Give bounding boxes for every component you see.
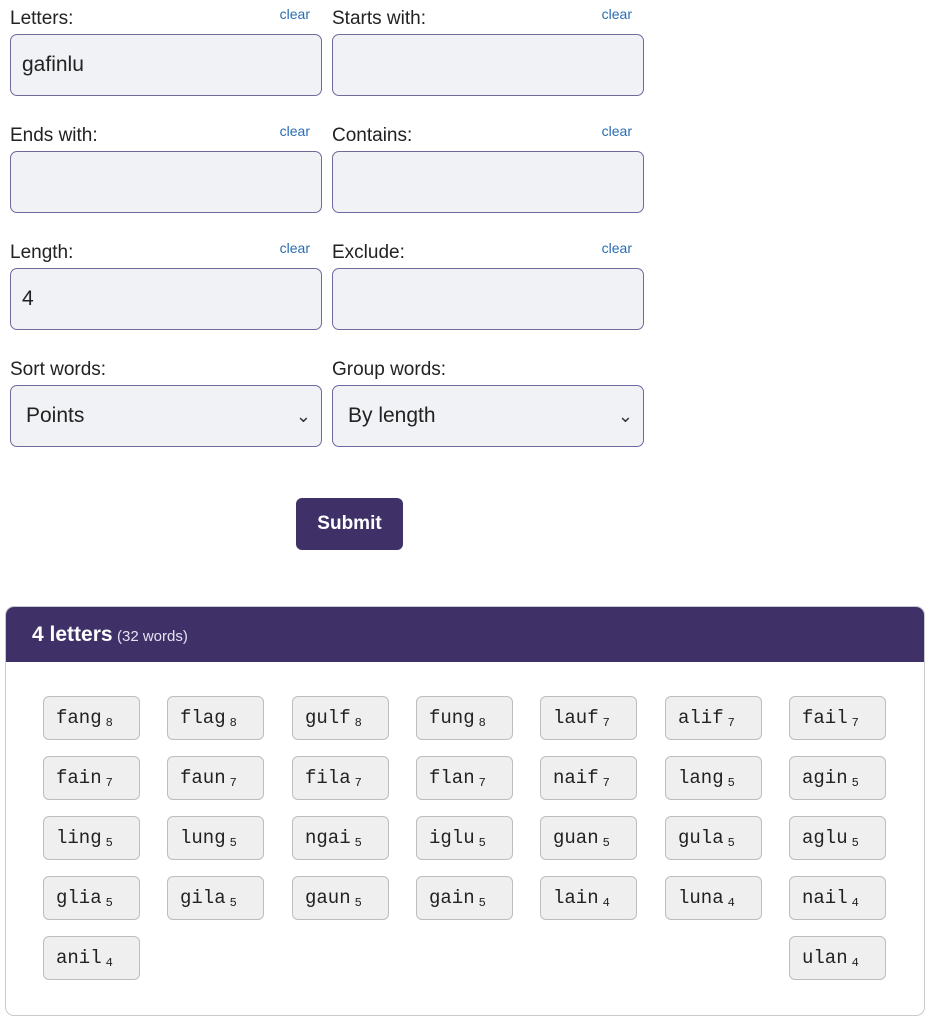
sort-label: Sort words: [10, 359, 107, 380]
ends-with-label: Ends with: [10, 125, 98, 146]
word-chip[interactable] [292, 756, 389, 800]
word-chip[interactable] [665, 696, 762, 740]
word-text: lung [180, 827, 226, 849]
ends-with-clear-link[interactable]: clear [279, 123, 310, 139]
letters-clear-link[interactable]: clear [279, 6, 310, 22]
group-selected-value: By length [348, 404, 436, 427]
results-count: (32 words) [117, 628, 188, 645]
word-chip[interactable] [167, 816, 264, 860]
chevron-down-icon: ⌄ [295, 406, 311, 426]
starts-with-input[interactable] [332, 34, 644, 96]
word-chip[interactable] [540, 696, 637, 740]
word-points: 7 [602, 716, 610, 730]
word-text: luna [678, 887, 724, 909]
word-points: 5 [105, 896, 113, 910]
word-points: 4 [851, 896, 859, 910]
word-text: fung [429, 707, 475, 729]
word-points: 8 [354, 716, 362, 730]
length-label: Length: [10, 242, 74, 263]
word-chip[interactable] [167, 756, 264, 800]
word-chip[interactable] [43, 756, 140, 800]
word-points: 5 [727, 776, 735, 790]
word-text: fail [802, 707, 848, 729]
word-points: 8 [105, 716, 113, 730]
word-text: gain [429, 887, 475, 909]
word-points: 5 [478, 836, 486, 850]
word-chip[interactable] [167, 876, 264, 920]
exclude-input[interactable] [332, 268, 644, 330]
word-chip[interactable] [292, 816, 389, 860]
word-chip[interactable] [43, 876, 140, 920]
word-text: anil [56, 947, 102, 969]
word-chip[interactable] [789, 936, 886, 980]
contains-label: Contains: [332, 125, 413, 146]
word-text: flag [180, 707, 226, 729]
word-text: agin [802, 767, 848, 789]
length-input[interactable]: 4 [10, 268, 322, 330]
word-text: ulan [802, 947, 848, 969]
word-text: lang [678, 767, 724, 789]
word-text: gula [678, 827, 724, 849]
word-points: 7 [602, 776, 610, 790]
submit-button[interactable]: Submit [296, 498, 403, 550]
word-chip[interactable] [789, 816, 886, 860]
word-chip[interactable] [789, 696, 886, 740]
word-text: nail [802, 887, 848, 909]
word-points: 4 [851, 956, 859, 970]
word-points: 4 [602, 896, 610, 910]
word-chip[interactable] [292, 696, 389, 740]
ends-with-input[interactable] [10, 151, 322, 213]
word-chip[interactable] [43, 936, 140, 980]
word-text: ngai [305, 827, 351, 849]
word-text: iglu [429, 827, 475, 849]
starts-with-label: Starts with: [332, 8, 426, 29]
word-points: 8 [229, 716, 237, 730]
word-chip[interactable] [416, 756, 513, 800]
word-points: 7 [105, 776, 113, 790]
word-text: gaun [305, 887, 351, 909]
word-text: flan [429, 767, 475, 789]
results-heading: 4 letters [32, 623, 113, 646]
word-points: 7 [229, 776, 237, 790]
word-text: gulf [305, 707, 351, 729]
word-points: 5 [478, 896, 486, 910]
starts-with-clear-link[interactable]: clear [601, 6, 632, 22]
letters-input[interactable]: gafinlu [10, 34, 322, 96]
word-text: lauf [553, 707, 599, 729]
word-points: 4 [105, 956, 113, 970]
word-text: gila [180, 887, 226, 909]
word-points: 7 [851, 716, 859, 730]
word-points: 5 [354, 896, 362, 910]
word-chip[interactable] [416, 876, 513, 920]
word-text: aglu [802, 827, 848, 849]
group-select[interactable] [332, 385, 644, 447]
word-text: guan [553, 827, 599, 849]
group-label: Group words: [332, 359, 447, 380]
word-chip[interactable] [416, 696, 513, 740]
word-chip[interactable] [540, 816, 637, 860]
exclude-clear-link[interactable]: clear [601, 240, 632, 256]
word-chip[interactable] [789, 756, 886, 800]
word-chip[interactable] [292, 876, 389, 920]
word-points: 5 [105, 836, 113, 850]
exclude-label: Exclude: [332, 242, 405, 263]
word-chip[interactable] [43, 816, 140, 860]
word-chip[interactable] [665, 756, 762, 800]
word-text: alif [678, 707, 724, 729]
letters-label: Letters: [10, 8, 74, 29]
word-chip[interactable] [43, 696, 140, 740]
word-chip[interactable] [665, 816, 762, 860]
results-panel [5, 606, 925, 1016]
word-text: naif [553, 767, 599, 789]
word-chip[interactable] [540, 876, 637, 920]
word-text: fila [305, 767, 351, 789]
word-text: fain [56, 767, 102, 789]
word-points: 5 [229, 836, 237, 850]
word-chip[interactable] [789, 876, 886, 920]
word-text: glia [56, 887, 102, 909]
word-text: faun [180, 767, 226, 789]
word-chip[interactable] [540, 756, 637, 800]
word-text: lain [553, 887, 599, 909]
word-points: 4 [727, 896, 735, 910]
word-points: 5 [851, 836, 859, 850]
sort-selected-value: Points [26, 404, 85, 427]
contains-input[interactable] [332, 151, 644, 213]
sort-select[interactable] [10, 385, 322, 447]
word-points: 5 [229, 896, 237, 910]
word-points: 8 [478, 716, 486, 730]
length-clear-link[interactable]: clear [279, 240, 310, 256]
word-points: 5 [727, 836, 735, 850]
word-points: 7 [478, 776, 486, 790]
word-points: 5 [851, 776, 859, 790]
word-chip[interactable] [167, 696, 264, 740]
word-points: 5 [354, 836, 362, 850]
word-chip[interactable] [416, 816, 513, 860]
contains-clear-link[interactable]: clear [601, 123, 632, 139]
word-points: 7 [354, 776, 362, 790]
word-chip[interactable] [665, 876, 762, 920]
word-text: ling [56, 827, 102, 849]
chevron-down-icon: ⌄ [617, 406, 633, 426]
word-text: fang [56, 707, 102, 729]
word-points: 5 [602, 836, 610, 850]
word-points: 7 [727, 716, 735, 730]
results-header [6, 607, 924, 662]
